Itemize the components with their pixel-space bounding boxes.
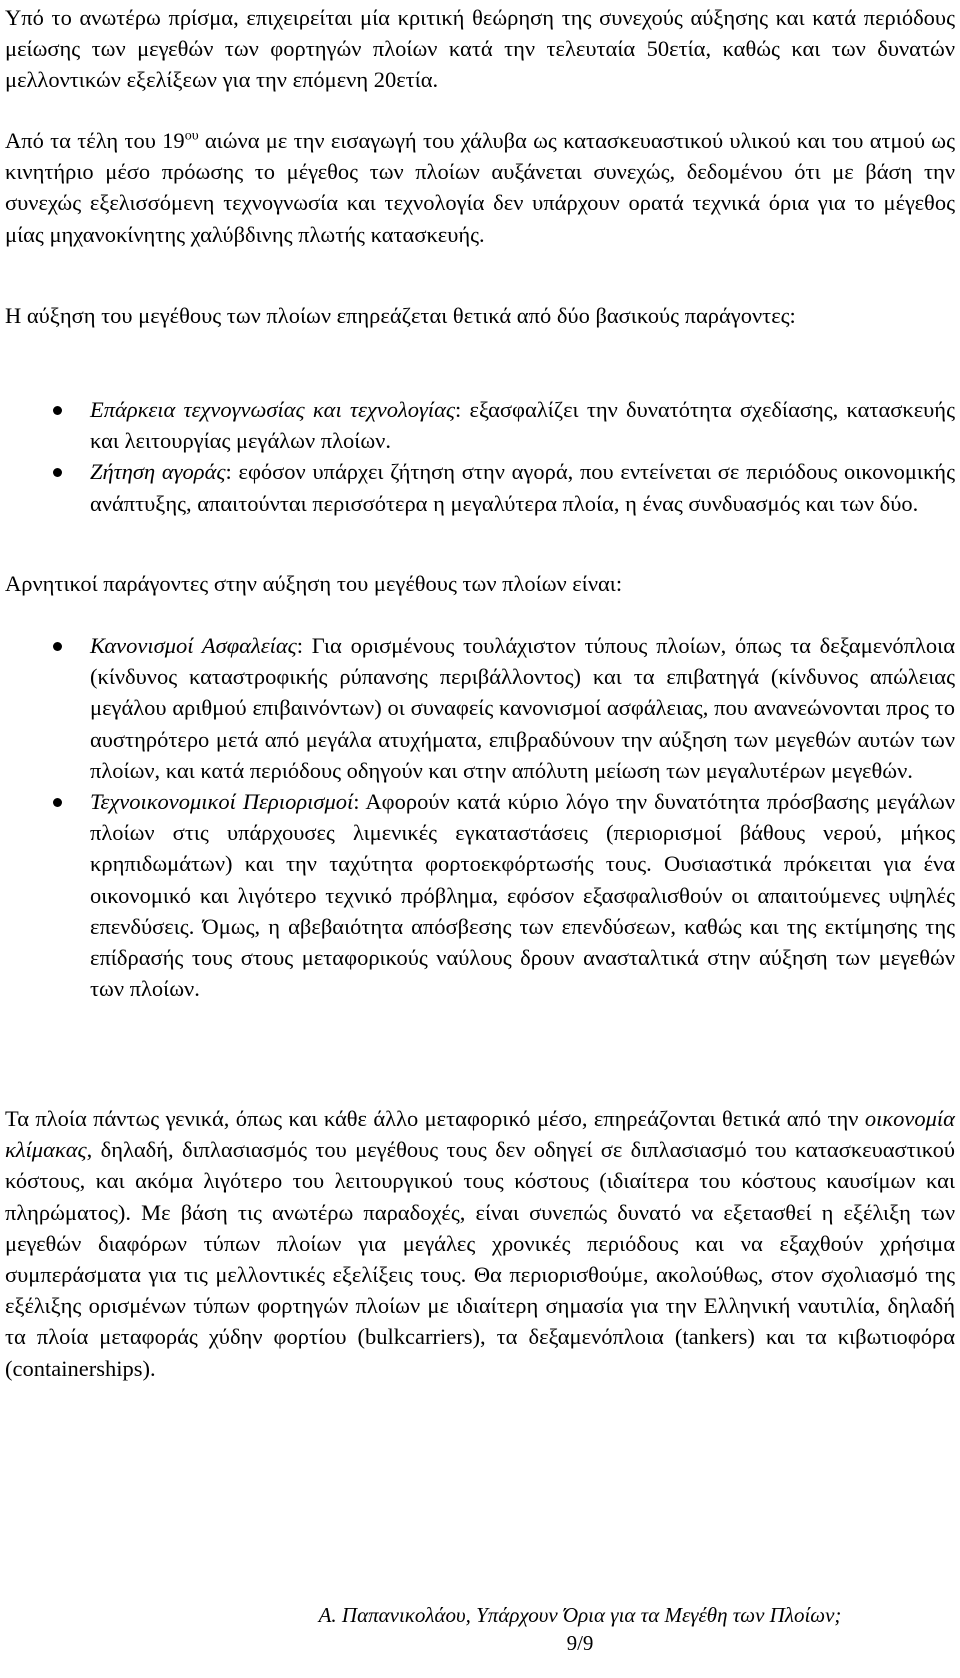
factor-text: : εξασφαλίζει την δυνατότητα σχεδίασης, κατασκευής και λειτουργίας μεγάλων πλοίων. bbox=[90, 397, 955, 454]
economies-of-scale-paragraph bbox=[5, 1103, 955, 1384]
negative-factors-intro: Αρνητικοί παράγοντες στην αύξηση του μεγέθους των πλοίων είναι: bbox=[5, 571, 623, 596]
list-item bbox=[0, 394, 960, 456]
list-item bbox=[0, 786, 960, 1004]
intro-paragraph: Υπό το ανωτέρω πρίσμα, επιχειρείται μία κριτική θεώρηση της συνεχούς αύξησης και κατά περιόδους μείωσης των μεγεθών των φορτηγών πλοίων κατά την τελευταία 50ετία, καθώς και των δυνατών μελλοντικών εξελίξεων για την επόμενη 20ετία. bbox=[5, 5, 955, 93]
positive-factors-intro: Η αύξηση του μεγέθους των πλοίων επηρεάζεται θετικά από δύο βασικούς παράγοντες: bbox=[5, 303, 796, 328]
scale-text-start: Τα πλοία πάντως γενικά, όπως και κάθε άλλο μεταφορικό μέσο, επηρεάζονται θετικά από την bbox=[5, 1106, 865, 1131]
list-item bbox=[0, 630, 960, 786]
negative-factors-list bbox=[0, 630, 960, 1004]
footer-citation: Α. Παπανικολάου, Υπάρχουν Όρια για τα Μεγέθη των Πλοίων; bbox=[318, 1603, 842, 1627]
page-number: 9/9 bbox=[566, 1631, 594, 1655]
bullet-icon bbox=[53, 798, 62, 807]
scale-text-end: , δηλαδή, διπλασιασμός του μεγέθους τους δεν οδηγεί σε διπλασιασμό του κατασκευαστικού κόστους, και ακόμα λιγότερο του λειτουργικού τους κόστους (ιδιαίτερα του κόστους καυσίμων και πληρώματος). Με βάση τις ανωτέρω παραδοχές, είναι συνεπώς δυνατό να εξετασθεί η εξέλιξη των μεγεθών διαφόρων τύπων πλοίων για μεγάλες χρονικές περιόδους και να εξαχθούν χρήσιμα συμπεράσματα για τις μελλοντικές εξελίξεις τους. Θα περιορισθούμε, ακολούθως, στον σχολιασμό της εξέλιξης ορισμένων τύπων φορτηγών πλοίων με ιδιαίτερη σημασία για την Ελληνική ναυτιλία, δηλαδή τα πλοία μεταφοράς χύδην φορτίου (bulkcarriers), τα δεξαμενόπλοια (tankers) και τα κιβωτιοφόρα (containerships). bbox=[5, 1137, 955, 1381]
factor-text: : Αφορούν κατά κύριο λόγο την δυνατότητα πρόσβασης μεγάλων πλοίων στις υπάρχουσες λιμενικές εγκαταστάσεις (περιορισμοί βάθους νερού, μήκος κρηπιδωμάτων) και την ταχύτητα φορτοεκφόρτωσής τους. Ουσιαστικά πρόκειται για ένα οικονομικό και λιγότερο τεχνικό πρόβλημα, εφόσον εξασφαλισθούν οι απαιτούμενες υψηλές επενδύσεις. Όμως, η αβεβαιότητα απόσβεσης των επενδύσεων, καθώς και της εκτίμησης της επίδρασής τους στους μεταφορικούς ναύλους δρουν ανασταλτικά στην αύξηση των μεγεθών των πλοίων. bbox=[90, 789, 955, 1002]
factor-text: : εφόσον υπάρχει ζήτηση στην αγορά, που εντείνεται σε περιόδους οικονομικής ανάπτυξης, απαιτούνται περισσότερα η μεγαλύτερα πλοία, η ένας συνδυασμός και των δύο. bbox=[90, 459, 955, 516]
factor-term: Ζήτηση αγοράς bbox=[90, 459, 226, 485]
factor-term: Επάρκεια τεχνογνωσίας και τεχνολογίας bbox=[90, 397, 456, 422]
bullet-icon bbox=[53, 468, 62, 477]
bullet-icon bbox=[53, 642, 62, 651]
history-paragraph bbox=[5, 125, 955, 250]
bullet-icon bbox=[53, 406, 62, 415]
factor-term: Κανονισμοί Ασφαλείας bbox=[90, 633, 297, 658]
list-item bbox=[0, 456, 960, 518]
positive-factors-list bbox=[0, 394, 960, 519]
factor-text: : Για ορισμένους τουλάχιστον τύπους πλοίων, όπως τα δεξαμενόπλοια (κίνδυνος καταστροφικής ρύπανσης περιβάλλοντος) και τα επιβατηγά (κίνδυνος απώλειας μεγάλου αριθμού επιβαινόντων) οι συναφείς κανονισμοί ασφάλειας, που ανανεώνονται προς το αυστηρότερο μετά από μεγάλα ατυχήματα, επιβραδύνουν την αύξηση των μεγεθών αυτών των πλοίων, και κατά περιόδους οδηγούν και στην απόλυτη μείωση των μεγαλυτέρων μεγεθών. bbox=[90, 633, 955, 783]
factor-term: Τεχνοικονομικοί Περιορισμοί bbox=[90, 789, 354, 815]
ordinal-superscript: ου bbox=[184, 128, 199, 144]
history-text-end: αιώνα με την εισαγωγή του χάλυβα ως κατασκευαστικού υλικού και του ατμού ως κινητήριο μέσο πρόωσης το μέγεθος των πλοίων αυξάνεται συνεχώς, δεδομένου ότι με βάση την συνεχώς εξελισσόμενη τεχνογνωσία και τεχνολογία δεν υπάρχουν ορατά τεχνικά όρια για το μέγεθος μίας μηχανοκίνητης χαλύβδινης πλωτής κατασκευής. bbox=[5, 128, 955, 247]
history-text-start: Από τα τέλη του 19 bbox=[5, 128, 185, 153]
scale-term: οικονομία κλίμακας bbox=[5, 1106, 955, 1163]
